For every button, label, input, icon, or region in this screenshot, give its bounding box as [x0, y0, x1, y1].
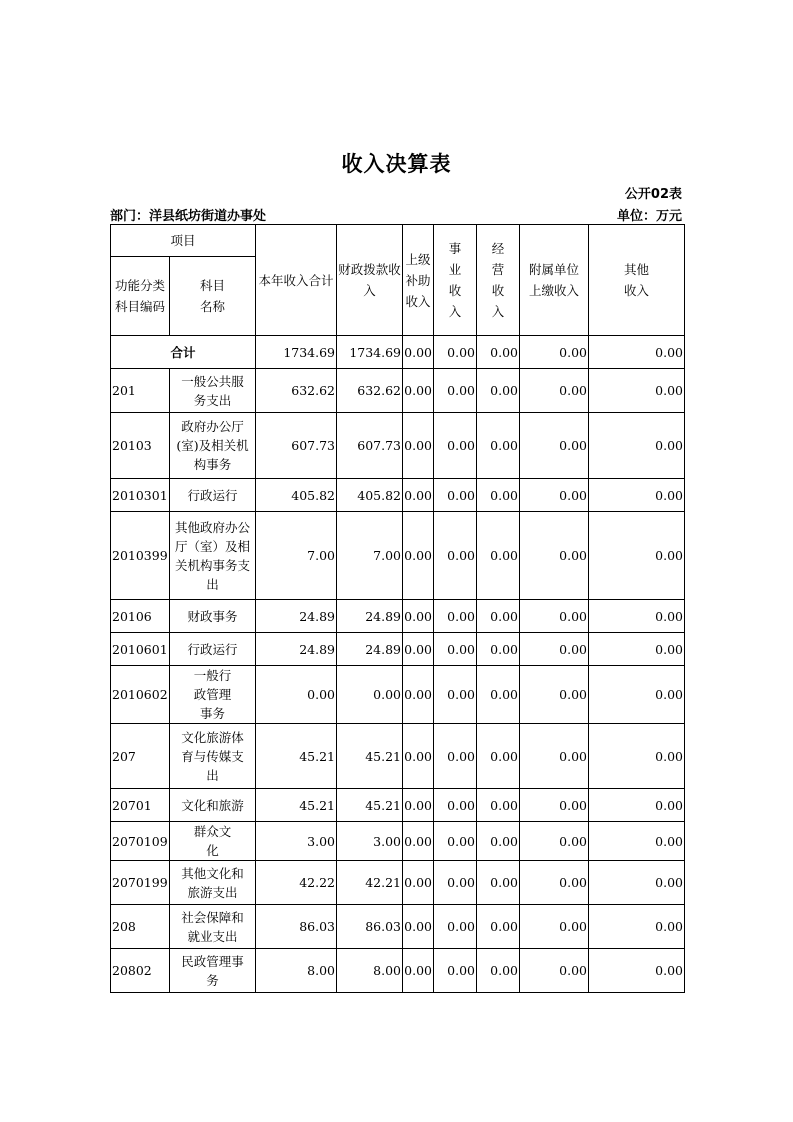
- value-cell: 405.82: [256, 479, 337, 512]
- total-cell: 0.00: [477, 336, 520, 369]
- value-cell: 0.00: [589, 822, 685, 861]
- header-code: [111, 257, 170, 336]
- value-cell: 0.00: [589, 666, 685, 724]
- value-cell: 8.00: [256, 949, 337, 993]
- table-row: [111, 822, 685, 861]
- header-code-text: 功能分类科目编码: [114, 278, 165, 314]
- value-cell: 0.00: [589, 479, 685, 512]
- value-cell: 0.00: [589, 600, 685, 633]
- total-label: 合计: [111, 336, 256, 369]
- value-cell: 0.00: [520, 512, 589, 600]
- value-cell: 45.21: [337, 789, 403, 822]
- value-cell: 0.00: [477, 905, 520, 949]
- name-cell: 文化旅游体育与传媒支出: [170, 724, 256, 789]
- header-affiliated-text: 附属单位上缴收入: [529, 262, 580, 298]
- value-cell: 0.00: [520, 861, 589, 905]
- header-fiscal: [337, 225, 403, 336]
- value-cell: 0.00: [434, 479, 477, 512]
- value-cell: 0.00: [589, 633, 685, 666]
- name-cell: 其他政府办公厅（室）及相关机构事务支出: [170, 512, 256, 600]
- value-cell: 7.00: [256, 512, 337, 600]
- value-cell: 0.00: [589, 512, 685, 600]
- value-cell: 45.21: [256, 789, 337, 822]
- unit-label: 单位：万元: [616, 209, 682, 224]
- value-cell: 42.21: [337, 861, 403, 905]
- value-cell: 0.00: [477, 479, 520, 512]
- value-cell: 45.21: [337, 724, 403, 789]
- value-cell: 405.82: [337, 479, 403, 512]
- code-cell: 20802: [111, 949, 170, 993]
- value-cell: 0.00: [477, 369, 520, 413]
- table-row: [111, 666, 685, 724]
- value-cell: 0.00: [589, 369, 685, 413]
- value-cell: 0.00: [477, 512, 520, 600]
- header-superior-text: 上级补助收入: [405, 251, 431, 309]
- table-row: [111, 861, 685, 905]
- total-cell: 0.00: [520, 336, 589, 369]
- value-cell: 0.00: [434, 724, 477, 789]
- value-cell: 45.21: [256, 724, 337, 789]
- code-cell: 2010301: [111, 479, 170, 512]
- value-cell: 0.00: [589, 949, 685, 993]
- header-operating: [477, 225, 520, 336]
- value-cell: 3.00: [256, 822, 337, 861]
- value-cell: 0.00: [403, 600, 434, 633]
- header-other-text: 其他收入: [624, 262, 650, 298]
- value-cell: 0.00: [403, 413, 434, 479]
- name-cell: 财政事务: [170, 600, 256, 633]
- table-row: [111, 413, 685, 479]
- value-cell: 86.03: [337, 905, 403, 949]
- value-cell: 0.00: [477, 949, 520, 993]
- value-cell: 86.03: [256, 905, 337, 949]
- header-affiliated: [520, 225, 589, 336]
- header-name: [170, 257, 256, 336]
- department-label: 部门：洋县纸坊街道办事处: [110, 209, 267, 224]
- table-row: [111, 949, 685, 993]
- value-cell: 0.00: [403, 905, 434, 949]
- value-cell: 0.00: [520, 822, 589, 861]
- name-cell: 民政管理事务: [170, 949, 256, 993]
- table-row: [111, 512, 685, 600]
- name-cell: 群众文化: [170, 822, 256, 861]
- value-cell: 607.73: [256, 413, 337, 479]
- value-cell: 0.00: [403, 633, 434, 666]
- table-row: [111, 905, 685, 949]
- total-cell: 1734.69: [256, 336, 337, 369]
- value-cell: 0.00: [434, 369, 477, 413]
- value-cell: 24.89: [256, 600, 337, 633]
- value-cell: 632.62: [337, 369, 403, 413]
- code-cell: 2010602: [111, 666, 170, 724]
- income-table: [110, 224, 685, 993]
- value-cell: 0.00: [434, 789, 477, 822]
- value-cell: 0.00: [477, 822, 520, 861]
- value-cell: 3.00: [337, 822, 403, 861]
- value-cell: 0.00: [520, 369, 589, 413]
- value-cell: 0.00: [403, 789, 434, 822]
- table-row: [111, 789, 685, 822]
- value-cell: 0.00: [520, 666, 589, 724]
- page-title: 收入决算表: [341, 152, 452, 176]
- value-cell: 0.00: [520, 479, 589, 512]
- value-cell: 0.00: [403, 512, 434, 600]
- value-cell: 0.00: [403, 479, 434, 512]
- code-cell: 20103: [111, 413, 170, 479]
- value-cell: 0.00: [256, 666, 337, 724]
- code-cell: 208: [111, 905, 170, 949]
- name-cell: 其他文化和旅游支出: [170, 861, 256, 905]
- header-business: [434, 225, 477, 336]
- value-cell: 0.00: [520, 724, 589, 789]
- code-cell: 2010399: [111, 512, 170, 600]
- value-cell: 0.00: [477, 861, 520, 905]
- table-row: [111, 479, 685, 512]
- value-cell: 24.89: [337, 633, 403, 666]
- table-tag: 公开02表: [624, 187, 682, 202]
- code-cell: 2070199: [111, 861, 170, 905]
- value-cell: 0.00: [589, 789, 685, 822]
- name-cell: 政府办公厅(室)及相关机构事务: [170, 413, 256, 479]
- table-row: [111, 724, 685, 789]
- code-cell: 201: [111, 369, 170, 413]
- header-other: [589, 225, 685, 336]
- value-cell: 0.00: [589, 905, 685, 949]
- header-total: [256, 225, 337, 336]
- name-cell: 行政运行: [170, 633, 256, 666]
- value-cell: 0.00: [434, 949, 477, 993]
- value-cell: 0.00: [403, 949, 434, 993]
- total-row: [111, 336, 685, 369]
- value-cell: 7.00: [337, 512, 403, 600]
- value-cell: 607.73: [337, 413, 403, 479]
- value-cell: 0.00: [589, 861, 685, 905]
- code-cell: 20106: [111, 600, 170, 633]
- value-cell: 0.00: [477, 666, 520, 724]
- value-cell: 0.00: [434, 861, 477, 905]
- header-name-text: 科目名称: [200, 278, 226, 314]
- value-cell: 24.89: [256, 633, 337, 666]
- header-operating-text: 经营收入: [491, 241, 505, 319]
- value-cell: 0.00: [520, 949, 589, 993]
- value-cell: 0.00: [520, 633, 589, 666]
- name-cell: 行政运行: [170, 479, 256, 512]
- value-cell: 42.22: [256, 861, 337, 905]
- value-cell: 0.00: [520, 600, 589, 633]
- total-cell: 0.00: [434, 336, 477, 369]
- header-project: 项目: [111, 225, 256, 257]
- value-cell: 0.00: [477, 789, 520, 822]
- value-cell: 24.89: [337, 600, 403, 633]
- header-fiscal-text: 财政拨款收入: [338, 262, 401, 298]
- value-cell: 0.00: [403, 861, 434, 905]
- header-total-text: 本年收入合计: [258, 272, 334, 288]
- value-cell: 0.00: [434, 413, 477, 479]
- table-row: [111, 369, 685, 413]
- value-cell: 0.00: [434, 600, 477, 633]
- code-cell: 2010601: [111, 633, 170, 666]
- total-cell: 0.00: [403, 336, 434, 369]
- value-cell: 0.00: [434, 822, 477, 861]
- name-cell: 一般行政管理事务: [170, 666, 256, 724]
- value-cell: 0.00: [477, 413, 520, 479]
- value-cell: 0.00: [477, 724, 520, 789]
- value-cell: 0.00: [434, 633, 477, 666]
- value-cell: 0.00: [589, 724, 685, 789]
- value-cell: 0.00: [520, 413, 589, 479]
- code-cell: 20701: [111, 789, 170, 822]
- header-business-text: 事业收入: [448, 241, 462, 319]
- value-cell: 632.62: [256, 369, 337, 413]
- code-cell: 2070109: [111, 822, 170, 861]
- value-cell: 0.00: [520, 789, 589, 822]
- name-cell: 社会保障和就业支出: [170, 905, 256, 949]
- value-cell: 0.00: [337, 666, 403, 724]
- value-cell: 0.00: [403, 369, 434, 413]
- table-row: [111, 600, 685, 633]
- value-cell: 0.00: [477, 633, 520, 666]
- total-cell: 1734.69: [337, 336, 403, 369]
- value-cell: 8.00: [337, 949, 403, 993]
- name-cell: 一般公共服务支出: [170, 369, 256, 413]
- code-cell: 207: [111, 724, 170, 789]
- value-cell: 0.00: [403, 822, 434, 861]
- value-cell: 0.00: [403, 666, 434, 724]
- value-cell: 0.00: [520, 905, 589, 949]
- total-cell: 0.00: [589, 336, 685, 369]
- value-cell: 0.00: [434, 512, 477, 600]
- value-cell: 0.00: [589, 413, 685, 479]
- value-cell: 0.00: [434, 666, 477, 724]
- table-row: [111, 633, 685, 666]
- value-cell: 0.00: [477, 600, 520, 633]
- value-cell: 0.00: [403, 724, 434, 789]
- name-cell: 文化和旅游: [170, 789, 256, 822]
- value-cell: 0.00: [434, 905, 477, 949]
- header-superior: [403, 225, 434, 336]
